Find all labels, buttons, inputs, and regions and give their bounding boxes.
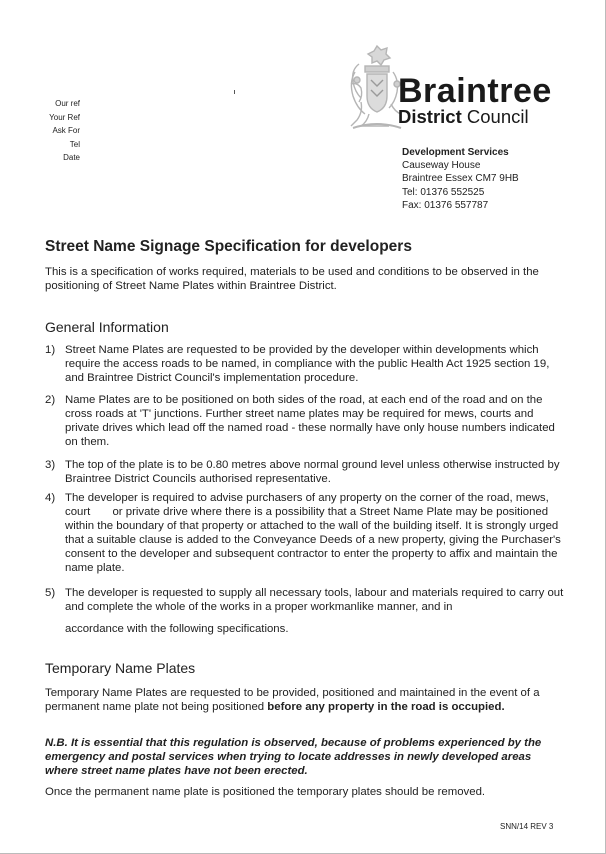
general-information-heading: General Information [45, 319, 169, 335]
address-block [402, 146, 519, 212]
telephone: Tel: 01376 552525 [402, 186, 485, 198]
list-item-continuation: accordance with the following specifications. [65, 623, 289, 635]
stray-mark [234, 90, 235, 94]
list-item [45, 458, 565, 486]
logo-name: Braintree [398, 72, 552, 110]
date-label: Date [63, 153, 80, 162]
list-item [45, 343, 565, 385]
nb-note: N.B. It is essential that this regulation is observed, because of problems experienced by the emergency and postal services when trying to locate addresses in newly developed areas where street name plates have not been erected. [45, 737, 542, 777]
list-item-text: The top of the plate is to be 0.80 metres above normal ground level unless otherwise instructed by Braintree District Councils authorised representative. [65, 459, 560, 485]
council-logo [398, 74, 552, 127]
our-ref-label: Our ref [55, 99, 80, 108]
reference-labels [20, 97, 80, 165]
document-title: Street Name Signage Specification for developers [45, 238, 412, 255]
ask-for-label: Ask For [52, 126, 80, 135]
address-line-1: Causeway House [402, 160, 481, 172]
your-ref-label: Your Ref [49, 112, 80, 122]
list-item-text: Name Plates are to be positioned on both sides of the road, at each end of the road and on the cross roads at 'T' junctions. Further street name plates may be required for mews, courts and private drives which lead off the named road - these normally have only house numbers indicated on them. [65, 394, 555, 448]
council-crest-icon [347, 42, 405, 134]
logo-subtitle [398, 107, 552, 127]
list-item-text: Street Name Plates are requested to be provided by the developer within developments which require the access roads to be named, in compliance with the public Health Act 1925 section 19, and Braintree District Council's implementation procedure. [65, 344, 550, 384]
temporary-plates-emphasis: before any property in the road is occupied. [267, 701, 505, 713]
temporary-plates-paragraph [45, 686, 565, 714]
list-item [45, 491, 565, 575]
temporary-name-plates-heading: Temporary Name Plates [45, 660, 196, 676]
list-item-number: 1) [45, 344, 56, 356]
list-item-number: 4) [45, 492, 56, 504]
list-item [45, 586, 570, 614]
list-item-number: 3) [45, 459, 56, 471]
list-item-number: 2) [45, 394, 56, 406]
list-item [45, 393, 565, 449]
logo-sub-rest: Council [461, 106, 529, 127]
list-item-number: 5) [45, 587, 56, 599]
document-reference-code: SNN/14 REV 3 [500, 822, 554, 831]
address-line-2: Braintree Essex CM7 9HB [402, 173, 519, 185]
temporary-plates-text: Temporary Name Plates are requested to be provided, positioned and maintained in the event of a permanent name plate not being positioned [45, 687, 540, 713]
tel-label: Tel [69, 139, 80, 149]
list-item-text: The developer is requested to supply all necessary tools, labour and materials required to carry out and complete the whole of the works in a proper workmanlike manner, and in [65, 587, 570, 613]
intro-paragraph: This is a specification of works required, materials to be used and conditions to be observed in the positioning of Street Name Plates within Braintree District. [45, 266, 539, 292]
logo-sub-bold: District [398, 106, 462, 127]
department-name: Development Services [402, 147, 509, 158]
list-item-text: The developer is required to advise purchasers of any property on the corner of the road, mews, court or private drive where there is a possibility that a Street Name Plate may be positioned within the boundary of that property or attached to the wall of the building itself. It is strongly urged that a suitable clause is added to the Conveyance Deeds of a new property, giving the Purchaser's consent to the developer and subsequent contractor to enter the property to affix and maintain the name plate. [65, 492, 565, 574]
removal-note: Once the permanent name plate is positioned the temporary plates should be removed. [45, 786, 486, 798]
fax: Fax: 01376 557787 [402, 199, 489, 211]
